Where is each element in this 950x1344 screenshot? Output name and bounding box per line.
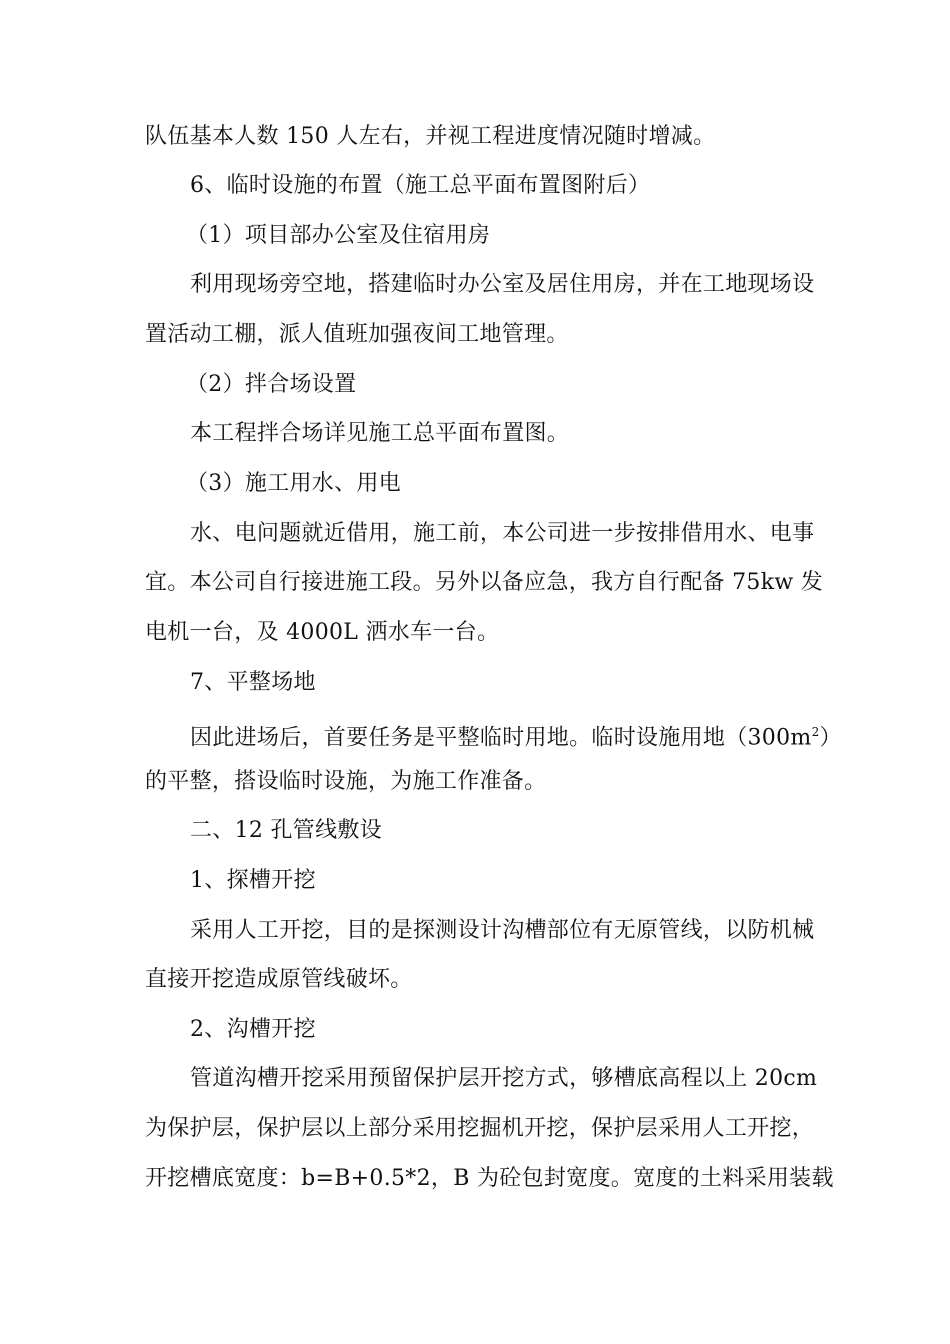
subsection-heading: （1）项目部办公室及住宿用房 — [186, 223, 491, 248]
paragraph-line: 的平整，搭设临时设施，为施工作准备。 — [145, 769, 547, 794]
paragraph-line: 开挖槽底宽度：b=B+0.5*2，B 为砼包封宽度。宽度的土料采用装载 — [145, 1166, 834, 1191]
paragraph-line — [190, 717, 842, 753]
paragraph-line: 队伍基本人数 150 人左右，并视工程进度情况随时增减。 — [145, 124, 716, 149]
paragraph-line: 为保护层，保护层以上部分采用挖掘机开挖，保护层采用人工开挖， — [145, 1116, 815, 1141]
paragraph-line: 采用人工开挖，目的是探测设计沟槽部位有无原管线，以防机械 — [190, 918, 815, 943]
section-heading: 1、探槽开挖 — [190, 868, 316, 893]
paragraph-text: ） — [819, 725, 842, 751]
paragraph-line: 置活动工棚，派人值班加强夜间工地管理。 — [145, 322, 569, 347]
paragraph-line: 宜。本公司自行接进施工段。另外以备应急，我方自行配备 75kw 发 — [145, 570, 824, 595]
section-heading: 6、临时设施的布置（施工总平面布置图附后） — [190, 173, 651, 198]
chapter-heading: 二、12 孔管线敷设 — [190, 818, 382, 843]
paragraph-line: 利用现场旁空地，搭建临时办公室及居住用房，并在工地现场设 — [190, 272, 815, 297]
paragraph-line: 管道沟槽开挖采用预留保护层开挖方式，够槽底高程以上 20cm — [190, 1066, 818, 1091]
paragraph-text: 因此进场后，首要任务是平整临时用地。临时设施用地（300m — [190, 725, 812, 751]
paragraph-line: 直接开挖造成原管线破坏。 — [145, 967, 413, 992]
section-heading: 7、平整场地 — [190, 670, 316, 695]
section-heading: 2、沟槽开挖 — [190, 1017, 316, 1042]
paragraph-line: 本工程拌合场详见施工总平面布置图。 — [190, 421, 570, 446]
subsection-heading: （2）拌合场设置 — [186, 372, 357, 397]
superscript-text: 2 — [811, 725, 820, 739]
paragraph-line: 水、电问题就近借用，施工前，本公司进一步按排借用水、电事 — [190, 521, 815, 546]
paragraph-line: 电机一台，及 4000L 洒水车一台。 — [145, 620, 500, 645]
subsection-heading: （3）施工用水、用电 — [186, 471, 401, 496]
